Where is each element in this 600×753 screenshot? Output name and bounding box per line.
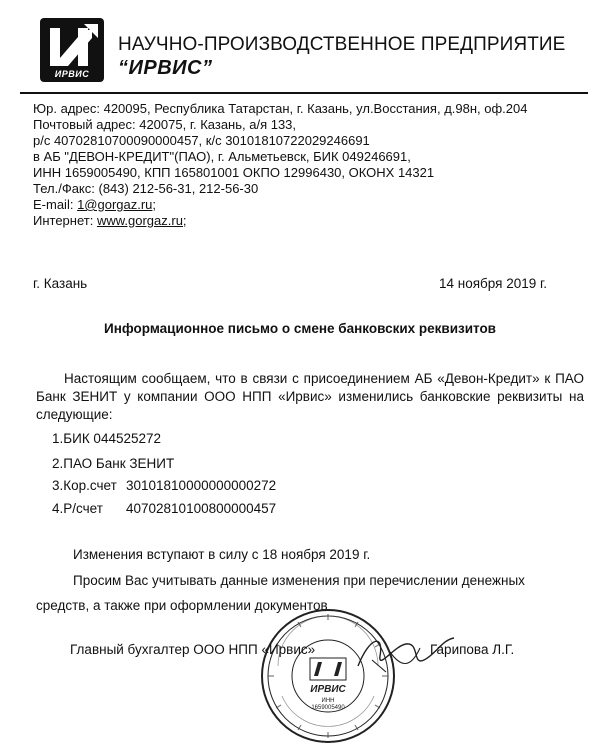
logo-text: ИРВИС [54, 69, 90, 79]
list-item-value: 30101810000000000272 [126, 478, 277, 493]
list-item-label: 3.Кор.счет [52, 478, 117, 493]
stamp-inn: 1659005490 [311, 705, 345, 711]
letter-title: Информационное письмо о смене банковских реквизитов [104, 321, 496, 336]
signatory-title: Главный бухгалтер ООО НПП «Ирвис» [70, 642, 316, 657]
list-item: 2.ПАО Банк ЗЕНИТ [52, 456, 175, 471]
list-item-value: 40702810100800000457 [126, 501, 277, 516]
intro-paragraph [36, 370, 584, 424]
header-divider [20, 92, 588, 94]
email-label: E-mail: [33, 197, 78, 212]
list-item [52, 478, 117, 493]
letter-city: г. Казань [33, 276, 88, 291]
web-line [33, 213, 187, 229]
phone-fax: Тел./Факс: (843) 212-56-31, 212-56-30 [33, 181, 259, 196]
list-item [52, 501, 103, 516]
intro-text: Настоящим сообщаем, что в связи с присоединением АБ «Девон-Кредит» к ПАО Банк ЗЕНИТ у компании ООО НПП «Ирвис» изменились банковские реквизиты на следующие: [36, 371, 584, 422]
web-label: Интернет: [33, 213, 97, 228]
request-line-2: средств, а также при оформлении документов [36, 598, 328, 613]
letter-date: 14 ноября 2019 г. [439, 276, 547, 291]
list-item: 1.БИК 044525272 [52, 431, 162, 446]
bank-accounts: р/с 40702810700090000457, к/с 30101810722029246691 [33, 133, 370, 148]
request-line-1: Просим Вас учитывать данные изменения при перечислении денежных [73, 573, 525, 588]
effective-date: Изменения вступают в силу с 18 ноября 2019 г. [73, 547, 371, 562]
email-line [33, 197, 156, 213]
company-logo [40, 18, 104, 82]
stamp-logo-text: ИРВИС [310, 684, 346, 695]
web-link[interactable]: www.gorgaz.ru; [96, 213, 187, 228]
company-codes: ИНН 1659005490, КПП 165801001 ОКПО 12996430, ОКОНХ 14321 [33, 165, 435, 180]
org-name: “ИРВИС” [118, 57, 213, 79]
bank-name: в АБ "ДЕВОН-КРЕДИТ"(ПАО), г. Альметьевск, БИК 049246691, [33, 149, 411, 164]
stamp-inn-label: ИНН [321, 698, 335, 704]
email-link[interactable]: 1@gorgaz.ru [77, 197, 153, 212]
signatory-name: Гарипова Л.Г. [430, 642, 515, 657]
list-item-label: 4.Р/счет [52, 501, 103, 516]
email-suffix: ; [152, 197, 157, 212]
postal-address: Почтовый адрес: 420075, г. Казань, а/я 133, [33, 117, 297, 132]
legal-address: Юр. адрес: 420095, Республика Татарстан, г. Казань, ул.Восстания, д.98н, оф.204 [33, 101, 528, 116]
org-type: НАУЧНО-ПРОИЗВОДСТВЕННОЕ ПРЕДПРИЯТИЕ [118, 34, 566, 55]
